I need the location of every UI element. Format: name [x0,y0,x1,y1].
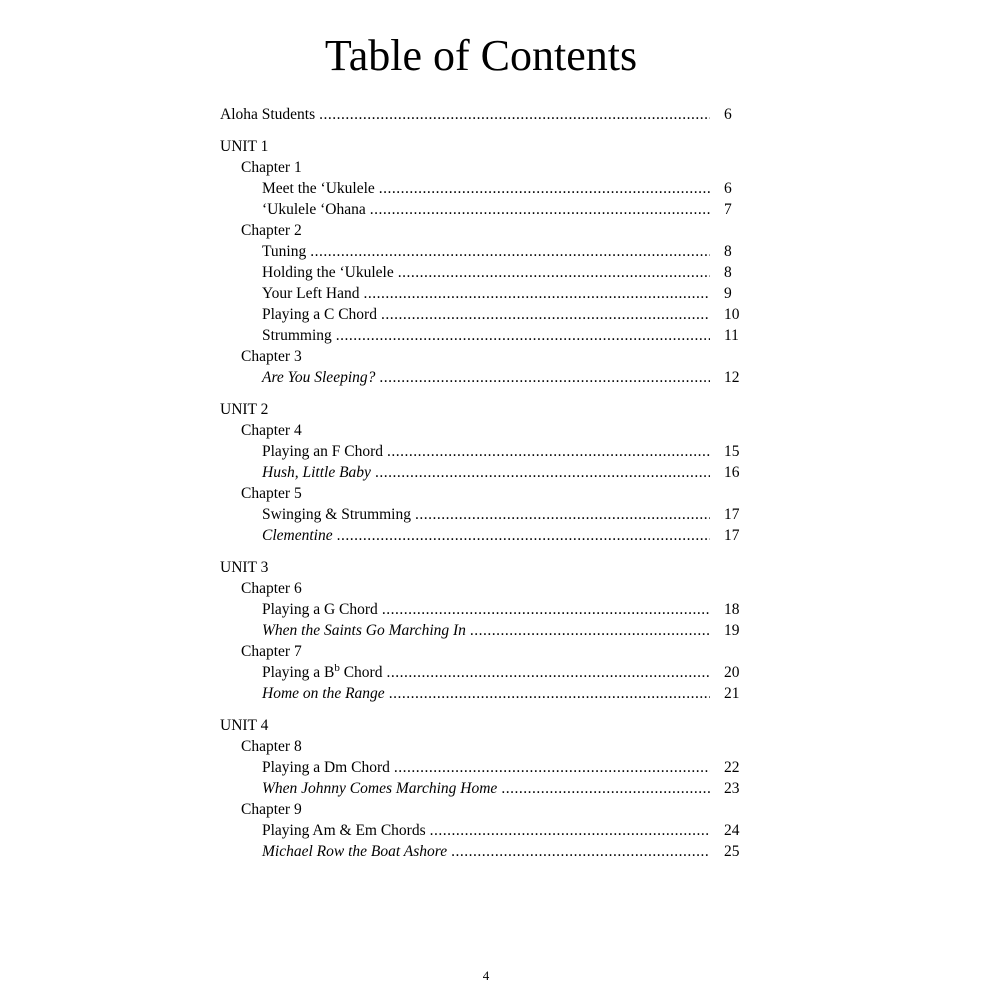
toc-entry-intro [220,104,750,125]
toc-entry [220,683,750,704]
chapter-label: Chapter 1 [241,159,302,176]
toc-page-number: 19 [724,622,740,639]
toc-chapter-heading [220,578,750,599]
toc-page-number: 11 [724,327,739,344]
toc-chapter-heading [220,220,750,241]
dot-leader [381,304,710,325]
toc-entry-title-text: Clementine [262,527,333,544]
toc-entry-title-text: Playing a C Chord [262,306,377,323]
toc-chapter-heading [220,346,750,367]
dot-leader [375,462,710,483]
toc-page-number: 6 [724,106,732,123]
toc-entry [220,241,750,262]
dot-leader [379,367,710,388]
chapter-label: Chapter 9 [241,801,302,818]
toc-entry-title-text: Hush, Little Baby [262,464,371,481]
toc-chapter-heading [220,736,750,757]
toc-entry-title-text: Swinging & Strumming [262,506,411,523]
toc-entry-title-text: Michael Row the Boat Ashore [262,843,448,860]
unit-label: UNIT 1 [220,138,269,155]
toc-unit-heading [220,715,750,736]
dot-leader [382,599,710,620]
chapter-label: Chapter 8 [241,738,302,755]
toc-page-number: 8 [724,264,732,281]
toc-entry-title [262,325,332,346]
toc-page-number: 16 [724,464,740,481]
toc-entry-title [262,841,447,862]
toc-page-number: 17 [724,527,740,544]
toc-unit-heading [220,557,750,578]
toc-entry [220,820,750,841]
toc-entry-title-text: When the Saints Go Marching In [262,622,466,639]
dot-leader [389,683,710,704]
toc-entry-title-text: Are You Sleeping? [262,369,376,386]
page-title: Table of Contents [324,31,638,80]
toc-page-number: 15 [724,443,740,460]
dot-leader [430,820,710,841]
toc-page-number: 23 [724,780,740,797]
dot-leader [386,662,710,683]
chapter-label: Chapter 5 [241,485,302,502]
toc-chapter-heading [220,420,750,441]
toc-entry-title-text: Playing a Dm Chord [262,759,390,776]
toc-entry [220,441,750,462]
toc-entry-title [262,199,366,220]
toc-entry [220,304,750,325]
dot-leader [394,757,710,778]
dot-leader [337,525,710,546]
unit-label: UNIT 3 [220,559,269,576]
toc-chapter-heading [220,641,750,662]
toc-page-number: 9 [724,285,732,302]
dot-leader [398,262,710,283]
toc-unit-heading [220,399,750,420]
toc-page-number: 12 [724,369,740,386]
toc-page-number: 10 [724,306,740,323]
toc-entry-title-text: Your Left Hand [262,285,360,302]
toc-chapter-heading [220,157,750,178]
toc-entry-title [262,441,383,462]
toc-entry [220,599,750,620]
unit-label: UNIT 4 [220,717,269,734]
toc-entry-title [262,620,466,641]
dot-leader [310,241,710,262]
toc-chapter-heading [220,799,750,820]
toc-entry-title-text: Home on the Range [262,685,385,702]
toc-entry-title-text: Strumming [262,327,332,344]
toc-entry-title-text: Playing Am & Em Chords [262,822,426,839]
toc-entry [220,525,750,546]
toc-page-number: 25 [724,843,740,860]
toc-entry-title [262,820,426,841]
toc-entry-title-text: When Johnny Comes Marching Home [262,780,498,797]
toc-page-number: 7 [724,201,732,218]
toc-entry-title-text: Holding the ‘Ukulele [262,264,394,281]
toc-entry [220,662,750,683]
toc-entry [220,778,750,799]
chapter-label: Chapter 2 [241,222,302,239]
flat-symbol: b [334,661,340,674]
toc-entry [220,325,750,346]
dot-leader [387,441,710,462]
dot-leader [501,778,710,799]
toc-entry [220,757,750,778]
toc-entry [220,841,750,862]
toc-entry-title [262,241,306,262]
toc-page-number: 22 [724,759,740,776]
toc-entry-title [262,683,385,704]
toc-entry-title [262,525,333,546]
dot-leader [415,504,710,525]
chapter-label: Chapter 4 [241,422,302,439]
toc-entry-title-suffix: Chord [339,664,383,681]
toc-page-number: 8 [724,243,732,260]
toc-entry-title-text: ‘Ukulele ‘Ohana [262,201,366,218]
toc-page-number: 21 [724,685,740,702]
toc-entry [220,283,750,304]
toc-entry-title-text: Playing an F Chord [262,443,383,460]
toc-entry [220,620,750,641]
toc-entry [220,262,750,283]
dot-leader [451,841,710,862]
dot-leader [379,178,710,199]
toc-entry [220,504,750,525]
toc-entry-title [262,757,390,778]
chapter-label: Chapter 3 [241,348,302,365]
chapter-label: Chapter 7 [241,643,302,660]
toc-page-number: 17 [724,506,740,523]
dot-leader [470,620,710,641]
toc-entry-title [262,283,359,304]
toc-entry-title [262,367,375,388]
toc-entry-title [262,778,497,799]
toc-entry [220,199,750,220]
dot-leader [370,199,710,220]
page-number: 4 [482,968,490,983]
toc-entry-title-text: Meet the ‘Ukulele [262,180,375,197]
toc-entry-title [262,304,377,325]
toc-unit-heading [220,136,750,157]
toc-entry-title [262,662,382,683]
toc-entry-title [262,599,378,620]
toc-entry [220,462,750,483]
toc-entry-title [262,262,394,283]
unit-label: UNIT 2 [220,401,269,418]
toc-entry [220,367,750,388]
toc-page-number: 24 [724,822,740,839]
toc-entry [220,178,750,199]
dot-leader [363,283,710,304]
toc-entry-title [262,504,411,525]
toc-page-number: 6 [724,180,732,197]
toc-entry-title-text: Playing a B [262,664,335,681]
toc-entry-title: Aloha Students [220,106,316,123]
dot-leader [336,325,710,346]
toc-entry-title [262,178,375,199]
toc-chapter-heading [220,483,750,504]
toc-entry-title [262,462,371,483]
toc-page-number: 18 [724,601,740,618]
chapter-label: Chapter 6 [241,580,302,597]
table-of-contents [220,104,750,862]
toc-entry-title-text: Playing a G Chord [262,601,378,618]
dot-leader [319,104,710,125]
toc-entry-title-text: Tuning [262,243,307,260]
toc-page-number: 20 [724,664,740,681]
